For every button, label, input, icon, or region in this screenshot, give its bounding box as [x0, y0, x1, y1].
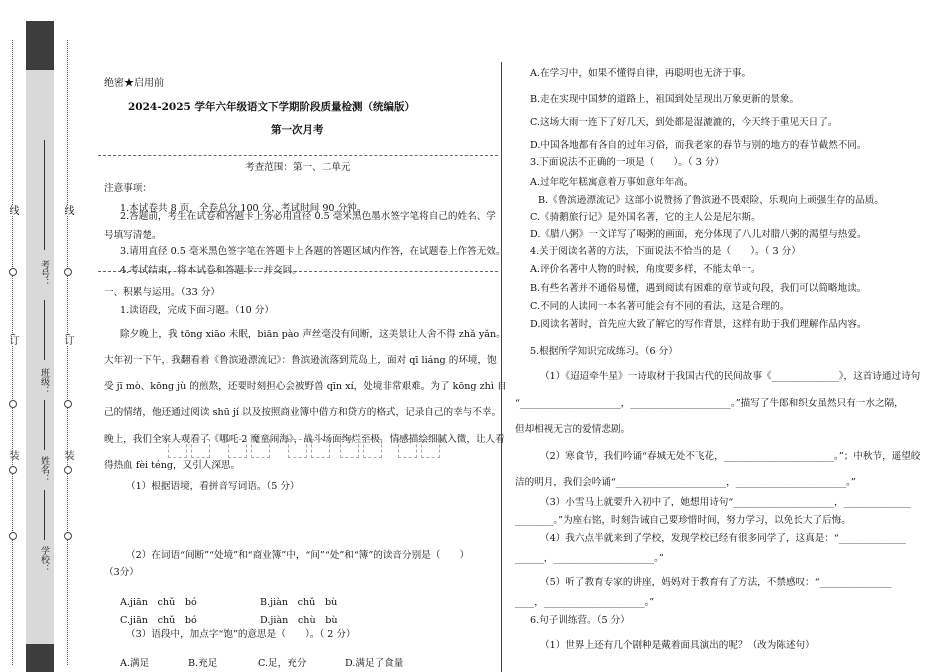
option-line: B.有些名著并不通俗易懂，遇到阅读有困难的章节或句段，我们可以简略地读。 — [530, 283, 867, 294]
seal-char: 线 — [7, 205, 18, 215]
seal-char: 装 — [7, 450, 18, 460]
question-5: 5.根据所学知识完成练习。（6 分） — [530, 346, 678, 357]
seal-char: 订 — [62, 335, 73, 345]
answer-grid[interactable] — [398, 439, 440, 458]
class-label: 班级： — [39, 368, 49, 395]
answer-grid[interactable] — [168, 439, 210, 458]
exam-subtitle: 第一次月考 — [271, 124, 324, 136]
fill-line[interactable]: （4）我六点半就来到了学校，发现学校已经有很多同学了，这真是：“______________ — [540, 533, 906, 544]
option-a[interactable]: A.jiān chǔ bó — [120, 597, 197, 608]
subquestion-2: （2）在词语“间断”“处境”和“商业簿”中，“间”“处”和“簿”的读音分别是（ ） — [126, 550, 470, 561]
fill-line[interactable]: ________。”为座右铭，时刻告诫自己要珍惜时间，努力学习，以免长大了后悔。 — [515, 515, 851, 526]
binding-hole — [64, 268, 72, 276]
question-3: 3.下面说法不正确的一项是（ ）。（ 3 分） — [530, 157, 725, 168]
option-d[interactable]: D.满足了食量 — [345, 658, 404, 669]
option-line: D.《腊八粥》一文详写了喝粥的画面，充分体现了八儿对腊八粥的渴望与热爱。 — [530, 229, 867, 240]
answer-grid[interactable] — [340, 439, 382, 458]
option-b[interactable]: B.充足 — [188, 658, 218, 669]
option-line: A.评价名著中人物的时候，角度要多样，不能太单一。 — [530, 264, 761, 275]
option-line: B.走在实现中国梦的道路上，祖国到处呈现出万象更新的景象。 — [530, 94, 800, 105]
option-c[interactable]: C.足，充分 — [258, 658, 307, 669]
school-line[interactable] — [44, 490, 45, 540]
passage-line: 受 jī mò、kōng jù 的煎熬，还要时刻担心会被野兽 qīn xí，处境非常艰难。为了 kōng zhì 自 — [104, 381, 507, 392]
binding-hole — [64, 532, 72, 540]
exam-number-line[interactable] — [44, 140, 45, 250]
option-a[interactable]: A.满足 — [120, 658, 150, 669]
option-line: A.在学习中，如果不懂得自律，再聪明也无济于事。 — [530, 68, 752, 79]
binding-margin — [0, 0, 82, 672]
option-line: D.阅读名著时，首先应大致了解它的写作背景，这样有助于我们理解作品内容。 — [530, 319, 867, 330]
exam-title: 2024-2025 学年六年级语文下学期阶段质量检测（统编版） — [128, 101, 415, 113]
option-line: A.过年吃年糕寓意着万事如意年年高。 — [530, 177, 694, 188]
seal-char: 装 — [62, 450, 73, 460]
seal-char: 订 — [7, 335, 18, 345]
option-line: B.《鲁滨逊漂流记》这部小说赞扬了鲁滨逊不畏艰险、乐观向上顽强生存的品质。 — [538, 195, 884, 206]
answer-grid[interactable] — [288, 439, 330, 458]
option-line: C.《骑鹅旅行记》是外国名著，它的主人公是尼尔斯。 — [530, 212, 761, 223]
question-1: 1.读语段，完成下面习题。（10 分） — [120, 305, 274, 316]
header-divider — [98, 155, 498, 156]
fill-line[interactable]: （5）听了教育专家的讲座，妈妈对于教育有了方法，不禁感叹：“_______________ — [540, 577, 892, 588]
option-line: C.这场大雨一连下了好几天，到处都是湿漉漉的，今天终于重见天日了。 — [530, 117, 838, 128]
school-label: 学校： — [39, 546, 49, 573]
note-item: 4.考试结束，将本试卷和答题卡一并交回。 — [120, 265, 302, 276]
note-item: 1.本试卷共 8 页，全卷总分 100 分，考试时间 90 分钟。 — [120, 203, 367, 214]
note-item: 2.答题前，考生在试卷和答题卡上务必用直径 0.5 毫米黑色墨水签字笔将自己的姓名、学 — [120, 211, 496, 222]
fill-line[interactable]: “_____________________，_____________________。”描写了牛郎和织女虽然只有一水之隔， — [515, 398, 904, 409]
exam-number-label: 考号： — [39, 260, 49, 287]
passage-line: 得热血 fèi téng，又引人深思。 — [104, 460, 241, 471]
fill-line: 但却相视无言的爱情悲剧。 — [515, 424, 631, 435]
section-heading: 一、积累与运用。（33 分） — [104, 287, 220, 298]
name-line[interactable] — [44, 400, 45, 450]
fill-line[interactable]: （3）小雪马上就要升入初中了，她想用诗句“_____________________，______________ — [540, 497, 911, 508]
passage-line: 大年初一下午，我翻看着《鲁滨逊漂流记》：鲁滨逊流落到荒岛上，面对 qī liáng 的环境，饱 — [104, 355, 497, 366]
binding-hole — [64, 400, 72, 408]
option-c[interactable]: C.jiān chǔ bó — [120, 615, 197, 626]
subquestion-3: （3）语段中，加点字“饱”的意思是（ ）。（ 2 分） — [126, 629, 356, 640]
binding-hole — [9, 268, 17, 276]
passage-line: 除夕晚上，我 tōng xiāo 未眠，biān pào 声丝毫没有间断，这美景让人舍不得 zhǎ yǎn。 — [120, 329, 506, 340]
subquestion-2-score: （3分） — [104, 567, 139, 578]
option-line: C.不同的人读同一本名著可能会有不同的看法，这是合理的。 — [530, 301, 790, 312]
fill-line[interactable]: （2）寒食节，我们吟诵“春城无处不飞花，_______________________。”；中秋节，遥望皎 — [540, 451, 921, 462]
name-label: 姓名： — [39, 456, 49, 483]
binding-strip-bottom — [26, 644, 54, 672]
binding-strip-top — [26, 21, 54, 70]
passage-line: 己的情绪，他还通过阅读 shū jí 以及按照商业簿中借方和贷方的格式，记录自己的幸与不幸。 — [104, 407, 502, 418]
confidential-label: 绝密★启用前 — [104, 78, 164, 89]
subquestion-1: （1）根据语境，看拼音写词语。（5 分） — [126, 481, 300, 492]
note-item: 3.请用直径 0.5 毫米黑色签字笔在答题卡上各题的答题区域内作答，在试题卷上作答无效。 — [120, 246, 506, 257]
binding-hole — [9, 466, 17, 474]
binding-hole — [9, 400, 17, 408]
exam-scope: 考查范围：第一、二单元 — [245, 162, 351, 173]
question-4: 4.关于阅读名著的方法，下面说法不恰当的是（ ）。（ 3 分） — [530, 246, 801, 257]
seal-char: 线 — [62, 205, 73, 215]
class-line[interactable] — [44, 300, 45, 360]
option-line: D.中国各地都有各自的过年习俗，而我老家的春节与别的地方的春节截然不同。 — [530, 140, 867, 151]
note-item: 号填写清楚。 — [104, 230, 162, 241]
notes-heading: 注意事项： — [104, 183, 152, 194]
fill-line[interactable]: ____，_____________________。” — [515, 597, 655, 608]
notes-divider — [98, 271, 498, 272]
subquestion: （1）世界上还有几个剧种是戴着面具演出的呢？（改为陈述句） — [540, 640, 815, 651]
binding-dotted-line-inner — [67, 40, 68, 665]
fill-line[interactable]: （1）《迢迢牵牛星》一诗取材于我国古代的民间故事《______________》，这首诗通过诗句 — [540, 371, 921, 382]
option-d[interactable]: D.jiàn chù bù — [260, 615, 338, 626]
answer-grid[interactable] — [228, 439, 270, 458]
passage-line: 晚上，我们全家人观看了《哪吒 2 魔童闹海》，战斗场面绚烂至极，情感描绘细腻入微，让人看 — [104, 434, 505, 445]
binding-hole — [64, 466, 72, 474]
binding-dotted-line-outer — [12, 40, 13, 665]
column-divider — [501, 62, 502, 672]
question-6: 6.句子训练营。（5 分） — [530, 615, 630, 626]
binding-hole — [9, 532, 17, 540]
fill-line[interactable]: ______，_____________________。” — [515, 553, 664, 564]
fill-line[interactable]: 洁的明月，我们会吟诵“_______________________，_______________________。” — [515, 477, 856, 488]
option-b[interactable]: B.jiàn chǔ bù — [260, 597, 338, 608]
